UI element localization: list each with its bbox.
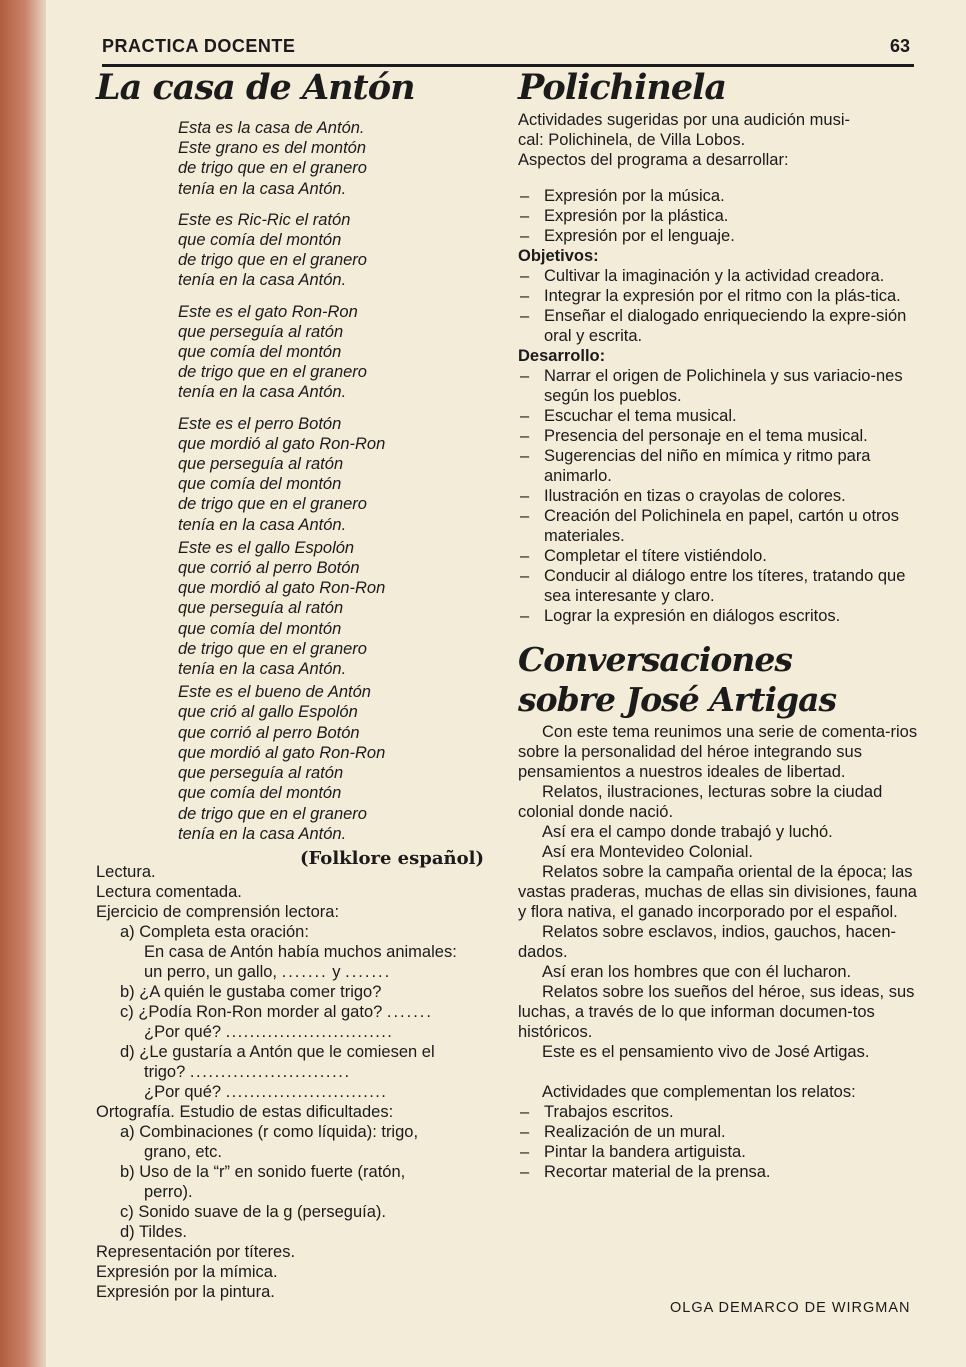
poem-stanza bbox=[178, 118, 496, 199]
poem-line: que perseguía al ratón bbox=[178, 322, 344, 341]
poem-source: (Folklore español) bbox=[300, 847, 484, 869]
left-column bbox=[96, 68, 496, 1302]
article-title-conversaciones: Conversaciones bbox=[518, 640, 792, 679]
poem-line: Este es el gallo Espolón bbox=[178, 538, 355, 557]
artigas-paragraph: Así era el campo donde trabajó y luchó. bbox=[542, 823, 833, 841]
poem-line: que perseguía al ratón bbox=[178, 599, 344, 618]
actividad-item: – Realización de un mural. bbox=[518, 1122, 918, 1142]
poem-line: tenía en la casa Antón. bbox=[178, 515, 347, 534]
poem-line: de trigo que en el granero bbox=[178, 804, 367, 823]
poem-line: Este es Ric-Ric el ratón bbox=[178, 210, 351, 229]
poem-line: que comía del montón bbox=[178, 475, 342, 494]
exercise-a-text: un perro, un gallo, bbox=[144, 962, 278, 981]
artigas-paragraph: Así eran los hombres que con él lucharon. bbox=[542, 963, 852, 981]
blank-dots: ....... bbox=[386, 1002, 433, 1021]
actividad-item: – Recortar material de la prensa. bbox=[518, 1162, 918, 1182]
exercise-c-why-text: ¿Por qué? bbox=[144, 1022, 222, 1041]
artigas-title-block bbox=[518, 640, 918, 720]
desarrollo-item: – Narrar el origen de Polichinela y sus variacio-nes según los pueblos. bbox=[518, 366, 918, 406]
page-header bbox=[102, 36, 914, 67]
blank-dots: ............................ bbox=[225, 1022, 394, 1041]
poem-line: que crió al gallo Espolón bbox=[178, 703, 358, 722]
representacion-titeres: Representación por títeres. bbox=[96, 1242, 296, 1261]
poem-line: de trigo que en el granero bbox=[178, 495, 367, 514]
poem-line: que corrió al perro Botón bbox=[178, 559, 360, 578]
ortografia-heading: Ortografía. Estudio de estas dificultades: bbox=[96, 1102, 394, 1121]
poem-line: tenía en la casa Antón. bbox=[178, 271, 347, 290]
artigas-paragraph: Relatos sobre los sueños del héroe, sus ideas, sus luchas, a través de lo que informan documen-tos históricos. bbox=[518, 983, 915, 1041]
poem-line: que comía del montón bbox=[178, 784, 342, 803]
ortografia-d: d) Tildes. bbox=[120, 1222, 187, 1241]
intro-line: cal: Polichinela, de Villa Lobos. bbox=[518, 131, 746, 149]
ortografia-b2: perro). bbox=[144, 1182, 193, 1201]
desarrollo-item: – Escuchar el tema musical. bbox=[518, 406, 918, 426]
poem-line: que corrió al perro Botón bbox=[178, 723, 360, 742]
ejercicio-heading: Ejercicio de comprensión lectora: bbox=[96, 902, 340, 921]
exercise-a-line1: En casa de Antón había muchos animales: bbox=[144, 942, 457, 961]
expresion-mimica: Expresión por la mímica. bbox=[96, 1262, 278, 1281]
spacer bbox=[518, 1062, 918, 1082]
poem-line: que mordió al gato Ron-Ron bbox=[178, 579, 386, 598]
poem-line: de trigo que en el granero bbox=[178, 639, 367, 658]
desarrollo-item: – Conducir al diálogo entre los títeres, tratando que sea interesante y claro. bbox=[518, 566, 918, 606]
exercise-a-line2 bbox=[96, 962, 496, 982]
exercise-a-y: y bbox=[332, 962, 341, 981]
exercise-c bbox=[96, 1002, 496, 1022]
objetivos-heading: Objetivos: bbox=[518, 247, 599, 265]
poem-line: tenía en la casa Antón. bbox=[178, 179, 347, 198]
aspect-item: – Expresión por la plástica. bbox=[518, 206, 918, 226]
actividad-item: – Trabajos escritos. bbox=[518, 1102, 918, 1122]
poem-line: que mordió al gato Ron-Ron bbox=[178, 434, 386, 453]
poem-stanza bbox=[178, 682, 496, 844]
artigas-body bbox=[518, 722, 918, 1182]
exercise-c-why bbox=[96, 1022, 496, 1042]
activities-left bbox=[96, 862, 496, 1302]
poem-line: de trigo que en el granero bbox=[178, 159, 367, 178]
lectura-comentada: Lectura comentada. bbox=[96, 882, 242, 901]
poem-line: que perseguía al ratón bbox=[178, 455, 344, 474]
lectura: Lectura. bbox=[96, 862, 156, 881]
desarrollo-item: – Lograr la expresión en diálogos escritos. bbox=[518, 606, 918, 626]
artigas-paragraph: Relatos sobre esclavos, indios, gauchos, hacen-dados. bbox=[518, 923, 897, 961]
poem-line: Este es el bueno de Antón bbox=[178, 683, 371, 702]
expresion-pintura: Expresión por la pintura. bbox=[96, 1282, 275, 1301]
exercise-d-why bbox=[96, 1082, 496, 1102]
blank-dots: ........................... bbox=[225, 1082, 388, 1101]
poem-line: que comía del montón bbox=[178, 343, 342, 362]
actividad-item: – Pintar la bandera artiguista. bbox=[518, 1142, 918, 1162]
desarrollo-item: – Completar el títere vistiéndolo. bbox=[518, 546, 918, 566]
poem-stanza bbox=[178, 302, 496, 403]
poem-line: tenía en la casa Antón. bbox=[178, 660, 347, 679]
artigas-paragraph: Así era Montevideo Colonial. bbox=[542, 843, 753, 861]
exercise-a: a) Completa esta oración: bbox=[120, 922, 309, 941]
poem-stanza bbox=[178, 538, 496, 679]
desarrollo-heading: Desarrollo: bbox=[518, 347, 606, 365]
article-title-casa-de-anton: La casa de Antón bbox=[96, 67, 415, 108]
poem-line: Este es el perro Botón bbox=[178, 414, 342, 433]
blank-dots: ....... bbox=[345, 962, 392, 981]
poem-line: Esta es la casa de Antón. bbox=[178, 119, 365, 137]
poem-stanza bbox=[178, 210, 496, 291]
poem-line: Este es el gato Ron-Ron bbox=[178, 302, 358, 321]
ortografia-c: c) Sonido suave de la g (perseguía). bbox=[120, 1202, 386, 1221]
ortografia-b: b) Uso de la “r” en sonido fuerte (ratón, bbox=[120, 1162, 406, 1181]
actividades-intro: Actividades que complementan los relatos: bbox=[542, 1083, 856, 1101]
poem-line: que mordió al gato Ron-Ron bbox=[178, 743, 386, 762]
artigas-paragraph: Relatos sobre la campaña oriental de la época; las vastas praderas, muchas de ellas sin divisiones, fauna y flora nativa, el ganado incorporado por el español. bbox=[518, 863, 917, 921]
spacer bbox=[518, 170, 918, 186]
page-number: 63 bbox=[889, 36, 910, 56]
exercise-d-why-text: ¿Por qué? bbox=[144, 1082, 222, 1101]
section-label: PRACTICA DOCENTE bbox=[102, 36, 296, 56]
exercise-d-trigo bbox=[96, 1062, 496, 1082]
intro-line: Aspectos del programa a desarrollar: bbox=[518, 151, 789, 169]
poem-line: Este grano es del montón bbox=[178, 139, 367, 158]
aspect-item: – Expresión por el lenguaje. bbox=[518, 226, 918, 246]
blank-dots: ....... bbox=[281, 962, 328, 981]
right-column bbox=[518, 68, 918, 1182]
objetivo-item: – Cultivar la imaginación y la actividad creadora. bbox=[518, 266, 918, 286]
article-title-jose-artigas: sobre José Artigas bbox=[518, 680, 837, 719]
desarrollo-item: – Sugerencias del niño en mímica y ritmo para animarlo. bbox=[518, 446, 918, 486]
artigas-paragraph: Relatos, ilustraciones, lecturas sobre la ciudad colonial donde nació. bbox=[518, 783, 883, 821]
poem-stanza bbox=[178, 414, 496, 535]
exercise-d-trigo-text: trigo? bbox=[144, 1062, 186, 1081]
ortografia-a: a) Combinaciones (r como líquida): trigo, bbox=[120, 1122, 419, 1141]
page-edge bbox=[0, 0, 46, 1367]
poem-line: tenía en la casa Antón. bbox=[178, 824, 347, 843]
exercise-c-text: c) ¿Podía Ron-Ron morder al gato? bbox=[120, 1002, 383, 1021]
poem-line: de trigo que en el granero bbox=[178, 251, 367, 270]
poem bbox=[178, 118, 496, 844]
exercise-b: b) ¿A quién le gustaba comer trigo? bbox=[120, 982, 382, 1001]
polichinela-body bbox=[518, 110, 918, 626]
article-title-polichinela: Polichinela bbox=[518, 67, 727, 108]
artigas-paragraph: Este es el pensamiento vivo de José Artigas. bbox=[542, 1043, 870, 1061]
objetivo-item: – Enseñar el dialogado enriqueciendo la expre-sión oral y escrita. bbox=[518, 306, 918, 346]
ortografia-a2: grano, etc. bbox=[144, 1142, 222, 1161]
desarrollo-item: – Presencia del personaje en el tema musical. bbox=[518, 426, 918, 446]
desarrollo-item: – Creación del Polichinela en papel, cartón u otros materiales. bbox=[518, 506, 918, 546]
poem-line: que comía del montón bbox=[178, 231, 342, 250]
poem-line: tenía en la casa Antón. bbox=[178, 383, 347, 402]
desarrollo-item: – Ilustración en tizas o crayolas de colores. bbox=[518, 486, 918, 506]
artigas-paragraph: Con este tema reunimos una serie de comenta-rios sobre la personalidad del héroe integrando sus pensamientos a nuestros ideales de libertad. bbox=[518, 723, 918, 781]
exercise-d: d) ¿Le gustaría a Antón que le comiesen el bbox=[120, 1042, 435, 1061]
blank-dots: .......................... bbox=[189, 1062, 351, 1081]
source-row bbox=[96, 848, 496, 878]
objetivo-item: – Integrar la expresión por el ritmo con la plás-tica. bbox=[518, 286, 918, 306]
poem-line: que perseguía al ratón bbox=[178, 764, 344, 783]
poem-line: que comía del montón bbox=[178, 619, 342, 638]
intro-line: Actividades sugeridas por una audición musi- bbox=[518, 111, 851, 129]
author-byline: OLGA DEMARCO DE WIRGMAN bbox=[670, 1300, 911, 1316]
poem-line: de trigo que en el granero bbox=[178, 363, 367, 382]
aspect-item: – Expresión por la música. bbox=[518, 186, 918, 206]
